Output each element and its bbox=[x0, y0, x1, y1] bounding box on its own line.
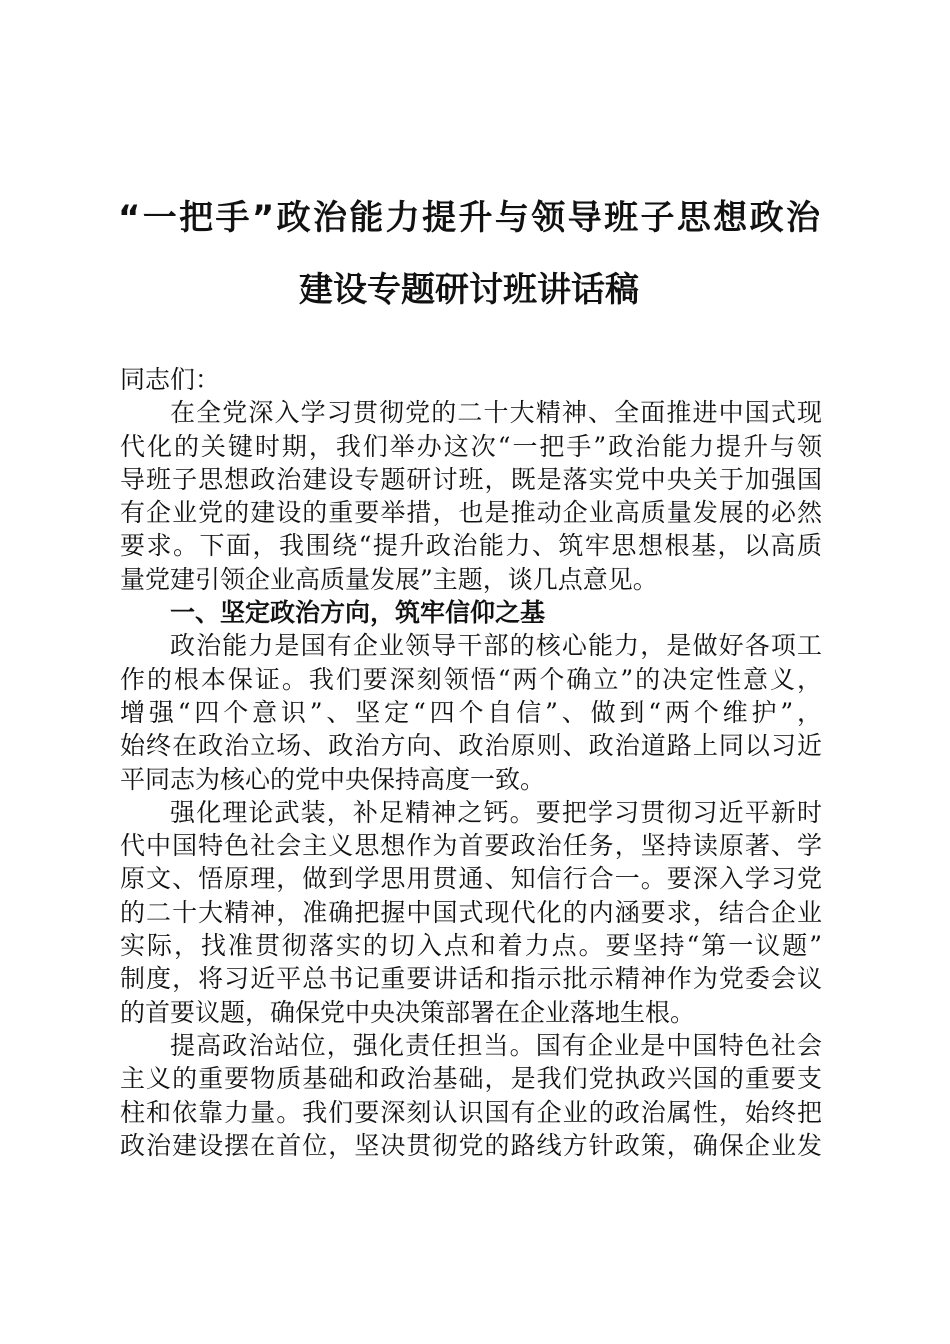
text-line: 代化的关键时期，我们举办这次“一把手”政治能力提升与领 bbox=[120, 431, 822, 461]
text-line: 主义的重要物质基础和政治基础，是我们党执政兴国的重要支 bbox=[120, 1064, 822, 1094]
salutation: 同志们： bbox=[120, 365, 221, 394]
text-line: 始终在政治立场、政治方向、政治原则、政治道路上同以习近 bbox=[120, 731, 822, 761]
text-line: 增强“四个意识”、坚定“四个自信”、做到“两个维护”， bbox=[120, 697, 822, 727]
title-line-2: 建设专题研讨班讲话稿 bbox=[299, 270, 639, 310]
text-line: 实际，找准贯彻落实的切入点和着力点。要坚持“第一议题” bbox=[120, 931, 822, 961]
document-title bbox=[118, 182, 820, 326]
paragraph bbox=[120, 396, 822, 596]
text-line: 提高政治站位，强化责任担当。国有企业是中国特色社会 bbox=[170, 1030, 822, 1060]
paragraph bbox=[120, 796, 822, 1029]
text-line: 强化理论武装，补足精神之钙。要把学习贯彻习近平新时 bbox=[170, 797, 822, 827]
paragraph bbox=[120, 629, 822, 795]
section-heading bbox=[120, 596, 822, 629]
text-line: 柱和依靠力量。我们要深刻认识国有企业的政治属性，始终把 bbox=[120, 1097, 822, 1127]
text-line: 一、坚定政治方向，筑牢信仰之基 bbox=[170, 598, 546, 628]
text-line: 要求。下面，我围绕“提升政治能力、筑牢思想根基，以高质 bbox=[120, 531, 822, 561]
document-body bbox=[120, 363, 822, 1162]
text-line: 量党建引领企业高质量发展”主题，谈几点意见。 bbox=[120, 564, 658, 594]
text-line: 政治建设摆在首位，坚决贯彻党的路线方针政策，确保企业发 bbox=[120, 1130, 822, 1160]
text-line: 作的根本保证。我们要深刻领悟“两个确立”的决定性意义， bbox=[120, 664, 822, 694]
text-line: 有企业党的建设的重要举措，也是推动企业高质量发展的必然 bbox=[120, 498, 822, 528]
title-line-1: “一把手”政治能力提升与领导班子思想政治 bbox=[118, 198, 820, 238]
text-line: 的二十大精神，准确把握中国式现代化的内涵要求，结合企业 bbox=[120, 897, 822, 927]
text-line: 在全党深入学习贯彻党的二十大精神、全面推进中国式现 bbox=[170, 398, 822, 428]
text-line: 平同志为核心的党中央保持高度一致。 bbox=[120, 764, 546, 794]
paragraph bbox=[120, 1029, 822, 1162]
text-line: 代中国特色社会主义思想作为首要政治任务，坚持读原著、学 bbox=[120, 831, 822, 861]
text-line: 制度，将习近平总书记重要讲话和指示批示精神作为党委会议 bbox=[120, 964, 822, 994]
text-line: 原文、悟原理，做到学思用贯通、知信行合一。要深入学习党 bbox=[120, 864, 822, 894]
text-line: 政治能力是国有企业领导干部的核心能力，是做好各项工 bbox=[170, 631, 822, 661]
paragraphs bbox=[120, 396, 822, 1162]
text-line: 导班子思想政治建设专题研讨班，既是落实党中央关于加强国 bbox=[120, 464, 822, 494]
text-line: 的首要议题，确保党中央决策部署在企业落地生根。 bbox=[120, 997, 696, 1027]
